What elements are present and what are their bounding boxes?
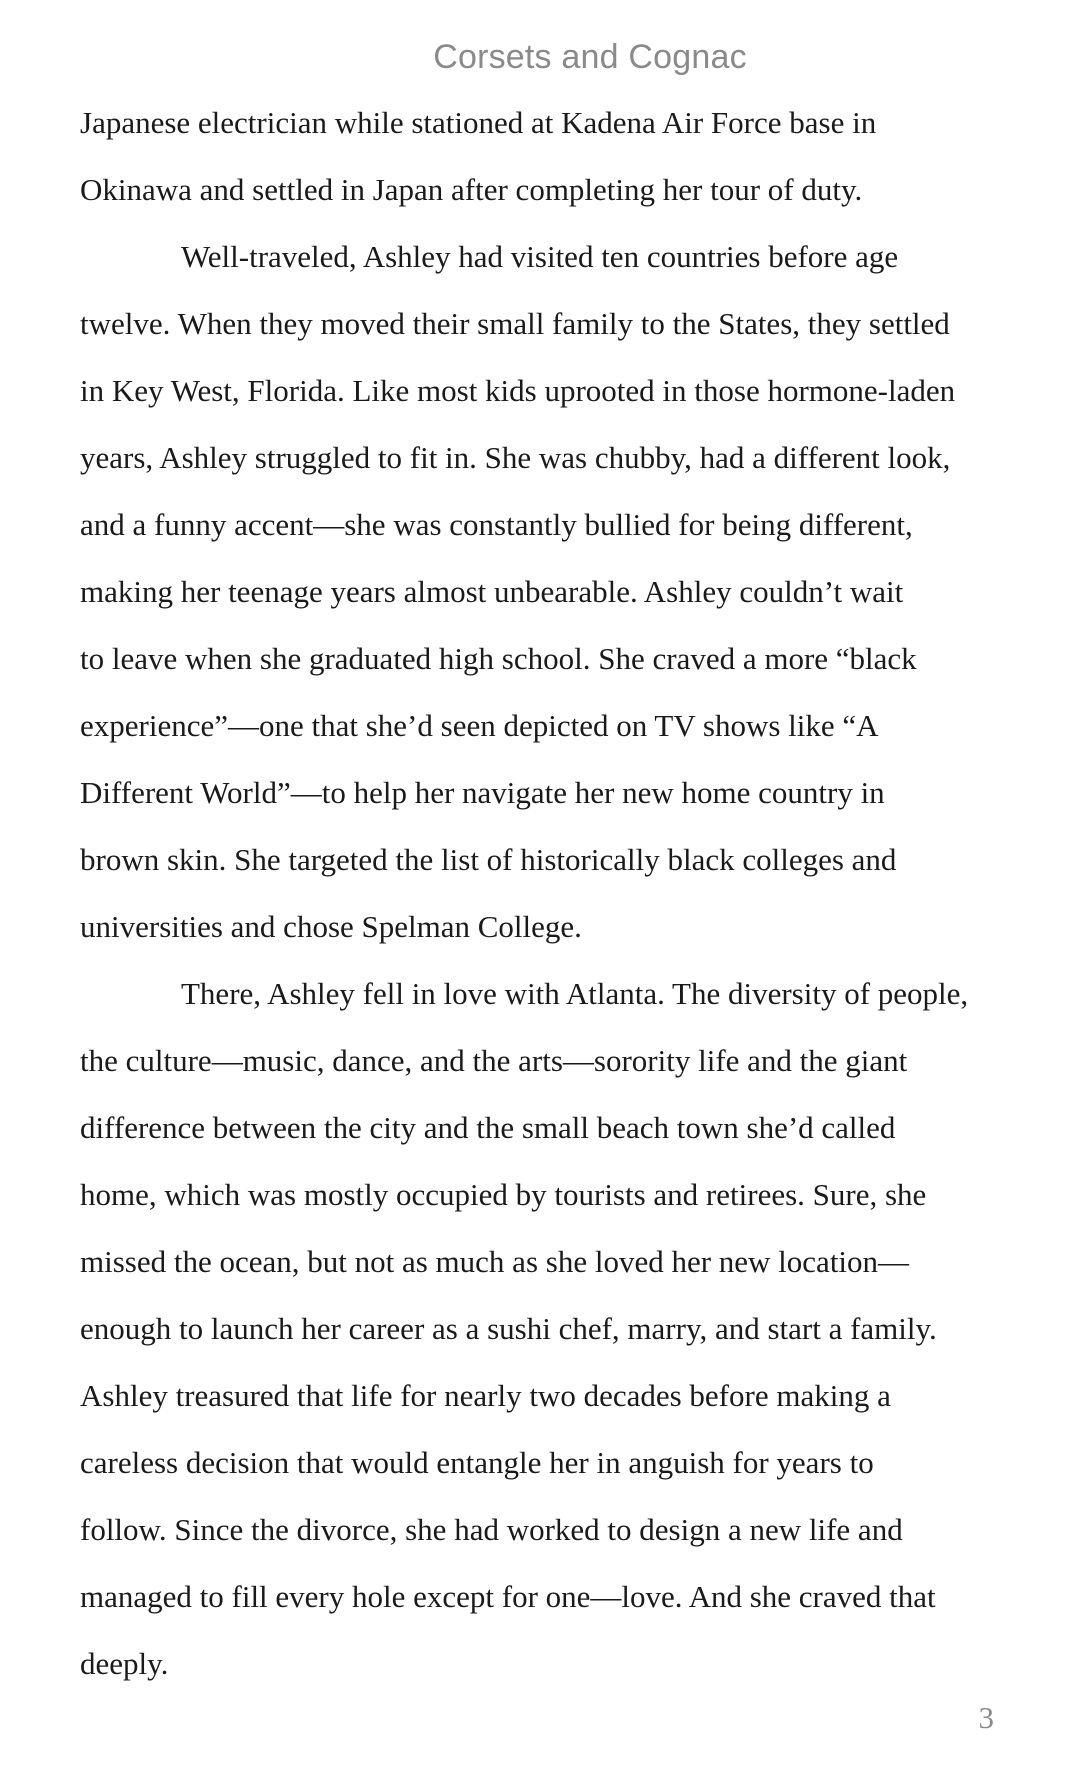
- text-line: years, Ashley struggled to fit in. She was chubby, had a different look,: [80, 440, 951, 475]
- text-line: managed to fill every hole except for one—love. And she craved that: [80, 1579, 936, 1614]
- page-number: 3: [978, 1700, 994, 1735]
- text-line: brown skin. She targeted the list of historically black colleges and: [80, 842, 897, 877]
- text-line: Okinawa and settled in Japan after completing her tour of duty.: [80, 172, 863, 207]
- paragraph-start-line: Well-traveled, Ashley had visited ten countries before age: [181, 239, 899, 274]
- body-text: [80, 89, 1040, 1697]
- running-header-title: Corsets and Cognac: [433, 38, 747, 76]
- text-line: deeply.: [80, 1646, 169, 1681]
- text-line: universities and chose Spelman College.: [80, 909, 582, 944]
- text-line: missed the ocean, but not as much as she loved her new location—: [80, 1244, 910, 1279]
- paragraph-start-line: There, Ashley fell in love with Atlanta. The diversity of people,: [181, 976, 969, 1011]
- text-line: home, which was mostly occupied by tourists and retirees. Sure, she: [80, 1177, 927, 1212]
- text-line: careless decision that would entangle her in anguish for years to: [80, 1445, 874, 1480]
- text-line: follow. Since the divorce, she had worked to design a new life and: [80, 1512, 903, 1547]
- text-line: Different World”—to help her navigate her new home country in: [80, 775, 885, 810]
- text-line: Japanese electrician while stationed at Kadena Air Force base in: [80, 105, 877, 140]
- text-line: enough to launch her career as a sushi chef, marry, and start a family.: [80, 1311, 937, 1346]
- text-line: difference between the city and the small beach town she’d called: [80, 1110, 896, 1145]
- text-line: the culture—music, dance, and the arts—sorority life and the giant: [80, 1043, 908, 1078]
- text-line: to leave when she graduated high school. She craved a more “black: [80, 641, 917, 676]
- text-line: experience”—one that she’d seen depicted on TV shows like “A: [80, 708, 879, 743]
- text-line: twelve. When they moved their small family to the States, they settled: [80, 306, 950, 341]
- text-line: in Key West, Florida. Like most kids uprooted in those hormone-laden: [80, 373, 956, 408]
- text-line: and a funny accent—she was constantly bullied for being different,: [80, 507, 913, 542]
- text-line: Ashley treasured that life for nearly two decades before making a: [80, 1378, 891, 1413]
- text-line: making her teenage years almost unbearable. Ashley couldn’t wait: [80, 574, 904, 609]
